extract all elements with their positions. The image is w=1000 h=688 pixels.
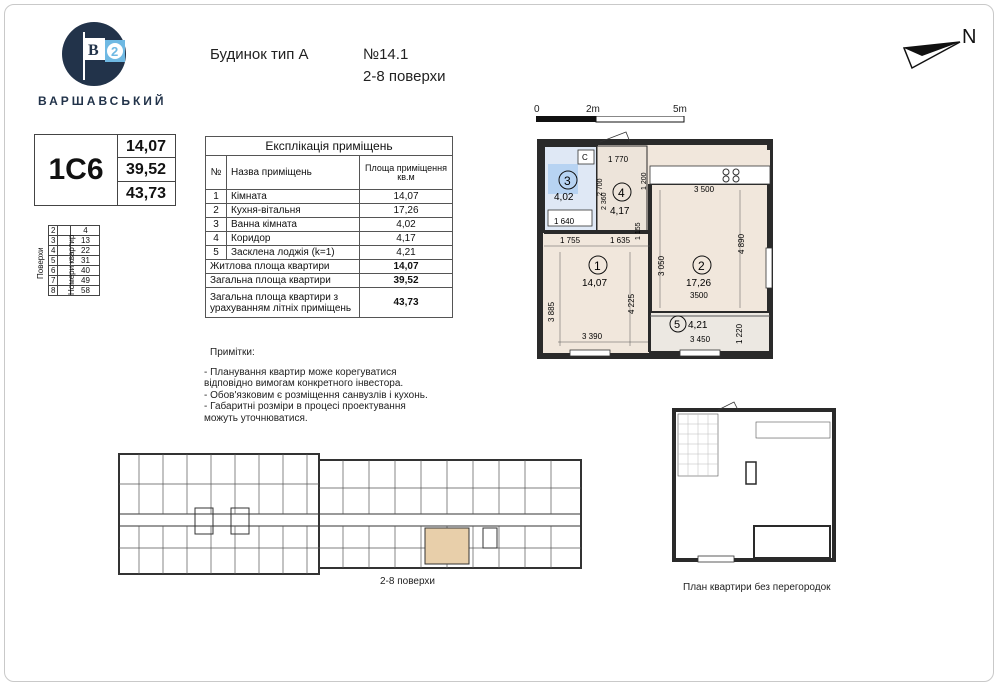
room-3-area: 4,02	[554, 192, 574, 203]
total-value: 39,52	[360, 274, 453, 288]
room-5-area: 4,21	[688, 320, 708, 331]
project-number: №14.1	[363, 46, 409, 63]
dim-label: 3 885	[547, 301, 556, 322]
note-item: - Обов'язковим є розміщення санвузлів і кухонь.	[204, 389, 428, 401]
apartment-plan	[530, 128, 780, 360]
room-name: Засклена лоджія (k=1)	[227, 246, 360, 260]
room-area: 4,17	[360, 232, 453, 246]
explication-table	[205, 136, 453, 318]
apartment-numbers-label: Номери квартир	[67, 234, 76, 296]
floor-number: 8	[49, 286, 58, 296]
note-item: - Габаритні розміри в процесі проектування можуть уточнюватися.	[204, 401, 406, 424]
dim-label: С	[582, 153, 588, 162]
table-row	[206, 274, 453, 288]
room-name: Кухня-вітальня	[227, 204, 360, 218]
scale-bar	[536, 116, 686, 124]
apartment-number: 22	[71, 246, 100, 256]
floor-number: 6	[49, 266, 58, 276]
room-no: 1	[206, 190, 227, 204]
dim-label: 1 640	[554, 217, 575, 226]
open-plan-caption: План квартири без перегородок	[683, 582, 831, 593]
room-name: Ванна кімната	[227, 218, 360, 232]
table-row	[206, 204, 453, 218]
col-area-header: Площа приміщення кв.м	[360, 156, 453, 190]
room-1-number: 1	[594, 259, 601, 273]
table-row	[206, 246, 453, 260]
scale-five: 5m	[673, 104, 687, 115]
room-2-area: 17,26	[686, 278, 712, 289]
col-no-header: №	[206, 156, 227, 190]
dim-label: 1 155	[635, 222, 642, 240]
total-label: Загальна площа квартири з урахуванням літніх приміщень	[206, 288, 360, 318]
dim-label: 3 390	[582, 332, 603, 341]
room-area: 17,26	[360, 204, 453, 218]
room-1-area: 14,07	[582, 278, 608, 289]
floor-number: 4	[49, 246, 58, 256]
dim-label: 1 220	[735, 323, 744, 344]
dim-label: 2 700	[597, 178, 604, 196]
floors-range: 2-8 поверхи	[363, 68, 446, 85]
room-name: Кімната	[227, 190, 360, 204]
dim-label: 3 500	[694, 185, 715, 194]
floor-number: 7	[49, 276, 58, 286]
floor-number: 3	[49, 236, 58, 246]
total-value: 43,73	[360, 288, 453, 318]
apartment-code: 1С6	[35, 135, 118, 205]
floors-label: Поверхи	[36, 247, 45, 279]
floor-number: 5	[49, 256, 58, 266]
room-area: 4,21	[360, 246, 453, 260]
dim-label: 4 890	[737, 233, 746, 254]
col-name-header: Назва приміщень	[227, 156, 360, 190]
note-item: - Планування квартир може корегуватися відповідно вимогам конкретного інвестора.	[204, 366, 404, 389]
logo-flag-icon	[62, 22, 126, 86]
room-area: 4,02	[360, 218, 453, 232]
room-no: 3	[206, 218, 227, 232]
floor-number: 2	[49, 226, 58, 236]
total-label: Житлова площа квартири	[206, 260, 360, 274]
room-area: 14,07	[360, 190, 453, 204]
total-value: 14,07	[360, 260, 453, 274]
living-area-value: 14,07	[117, 135, 175, 158]
dim-label: 1 200	[641, 172, 648, 190]
apartment-number: 13	[71, 236, 100, 246]
apartment-number: 31	[71, 256, 100, 266]
room-name: Коридор	[227, 232, 360, 246]
dim-label: 1 755	[560, 236, 581, 245]
table-row	[206, 260, 453, 274]
dim-label: 3 450	[690, 335, 711, 344]
room-5-number: 5	[674, 319, 681, 331]
floor-plan	[115, 448, 585, 578]
room-no: 4	[206, 232, 227, 246]
north-label: N	[962, 26, 977, 48]
table-row	[206, 232, 453, 246]
table-row	[206, 190, 453, 204]
total-label: Загальна площа квартири	[206, 274, 360, 288]
dim-label: 1 770	[608, 155, 629, 164]
room-3-number: 3	[564, 174, 571, 188]
room-no: 5	[206, 246, 227, 260]
total-area-value: 39,52	[117, 158, 175, 181]
dim-label: 3 050	[657, 255, 666, 276]
dim-label: 4 225	[627, 293, 636, 314]
apartment-number: 4	[71, 226, 100, 236]
room-no: 2	[206, 204, 227, 218]
apartment-number: 40	[71, 266, 100, 276]
dim-label: 3500	[690, 291, 708, 300]
notes-title: Примітки:	[210, 347, 255, 358]
scale-two: 2m	[586, 104, 600, 115]
room-4-area: 4,17	[610, 206, 630, 217]
notes	[204, 347, 440, 424]
apartment-number: 58	[71, 286, 100, 296]
svg-text:B: B	[88, 42, 99, 59]
dim-label: 1 635	[610, 236, 631, 245]
logo	[62, 22, 126, 86]
room-4-number: 4	[618, 186, 625, 200]
floor-plan-caption: 2-8 поверхи	[380, 576, 436, 587]
brand-name: ВАРШАВСЬКИЙ	[38, 94, 167, 108]
table-row	[206, 288, 453, 318]
total-area-summer-value: 43,73	[125, 184, 167, 202]
scale-zero: 0	[534, 104, 540, 115]
explication-title: Експлікація приміщень	[206, 137, 453, 156]
apartment-number: 49	[71, 276, 100, 286]
svg-text:2: 2	[111, 44, 119, 59]
room-2-number: 2	[698, 259, 705, 273]
dim-label: 2 360	[601, 192, 608, 210]
table-row	[206, 218, 453, 232]
open-plan	[668, 400, 838, 570]
apartment-code-box	[34, 134, 176, 206]
building-type: Будинок тип А	[210, 46, 309, 63]
